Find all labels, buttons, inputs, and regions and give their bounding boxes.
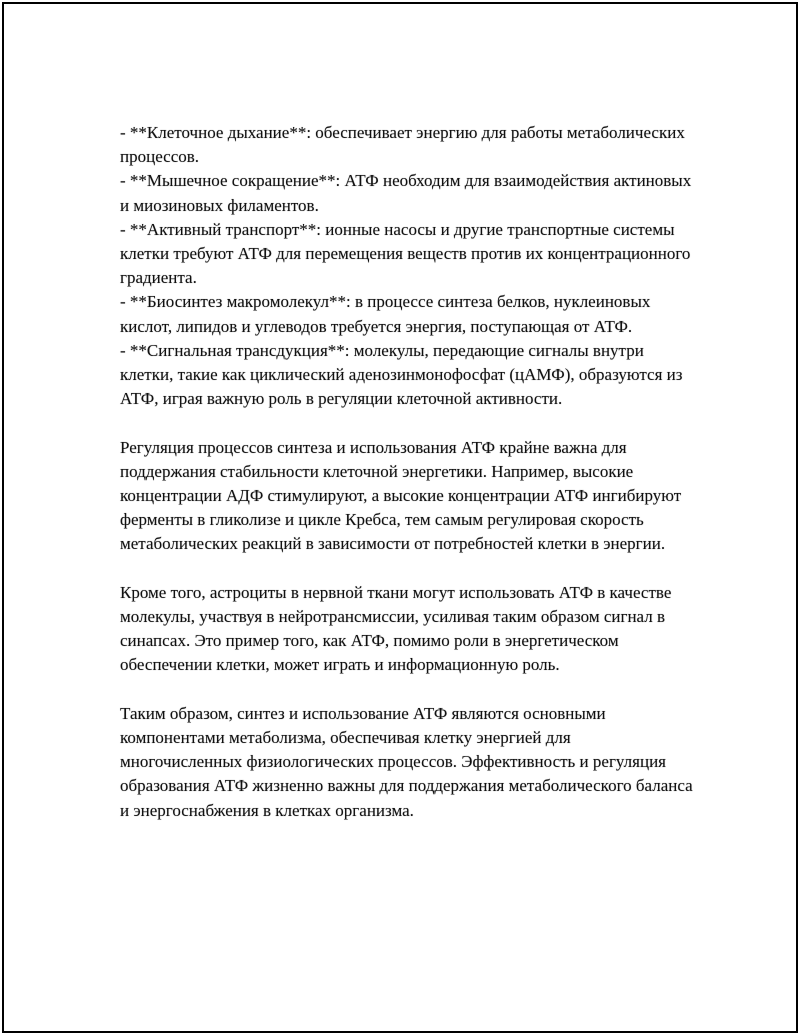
list-item-cellular-respiration: - **Клеточное дыхание**: обеспечивает энергию для работы метаболических процессов. [120, 123, 685, 167]
paragraph-conclusion: Таким образом, синтез и использование АТФ являются основными компонентами метаболизма, обеспечивая клетку энергией для многочисленных физиологических процессов. Эффективность и регуляция образования АТФ жизненно важны для поддержания метаболического баланса и энергоснабжения в клетках организма. [120, 703, 693, 820]
list-item-macromolecule-biosynthesis: - **Биосинтез макромолекул**: в процессе синтеза белков, нуклеиновых кислот, липидов и углеводов требуется энергия, поступающая от АТФ. [120, 292, 651, 336]
document-body [120, 121, 696, 823]
bullet-list [120, 121, 696, 411]
paragraph-astrocytes: Кроме того, астроциты в нервной ткани могут использовать АТФ в качестве молекулы, участвуя в нейротрансмиссии, усиливая таким образом сигнал в синапсах. Это пример того, как АТФ, помимо роли в энергетическом обеспечении клетки, может играть и информационную роль. [120, 582, 672, 675]
list-item-muscle-contraction: - **Мышечное сокращение**: АТФ необходим для взаимодействия актиновых и миозиновых филаментов. [120, 171, 692, 215]
paragraph-regulation: Регуляция процессов синтеза и использования АТФ крайне важна для поддержания стабильности клеточной энергетики. Например, высокие концентрации АДФ стимулируют, а высокие концентрации АТФ ингибируют ферменты в гликолизе и цикле Кребса, тем самым регулировая скорость метаболических реакций в зависимости от потребностей клетки в энергии. [120, 437, 682, 554]
document-page [2, 2, 798, 1033]
list-item-active-transport: - **Активный транспорт**: ионные насосы и другие транспортные системы клетки требуют АТФ для перемещения веществ против их концентрационного градиента. [120, 219, 691, 288]
list-item-signal-transduction: - **Сигнальная трансдукция**: молекулы, передающие сигналы внутри клетки, такие как циклический аденозинмонофосфат (цАМФ), образуются из АТФ, играя важную роль в регуляции клеточной активности. [120, 340, 683, 409]
